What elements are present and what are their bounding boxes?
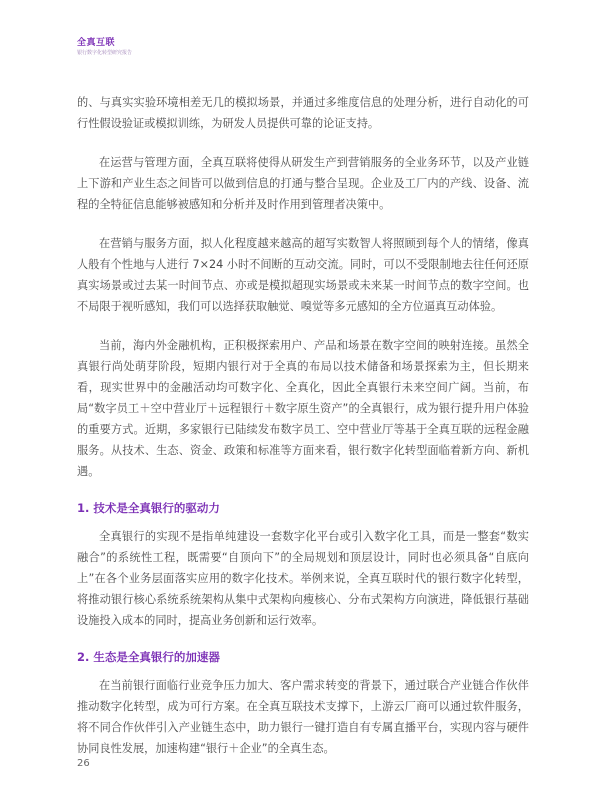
- paragraph-4: 当前，海内外金融机构，正积极探索用户、产品和场景在数字空间的映射连接。虽然全真银行尚处萌芽阶段，短期内银行对于全真的布局以技术储备和场景探索为主，但长期来看，现实世界中的金融活动均可数字化、全真化，因此全真银行未来空间广阔。当前，布局“数字员工＋空中营业厅＋远程银行＋数字原生资产”的全真银行，成为银行提升用户体验的重要方式。近期，多家银行已陆续发布数字员工、空中营业厅等基于全真互联的远程金融服务。从技术、生态、资金、政策和标准等方面来看，银行数字化转型面临着新方向、新机遇。: [77, 339, 529, 478]
- page-header: [77, 38, 132, 57]
- paragraph-6: 在当前银行面临行业竞争压力加大、客户需求转变的背景下，通过联合产业链合作伙伴推动数字化转型，成为可行方案。在全真互联技术支撑下，上游云厂商可以通过软件服务，将不同合作伙伴引入产业链生态中，助力银行一键打造自有专属直播平台，实现内容与硬件协同良性发展，加速构建“银行＋企业”的全真生态。: [77, 679, 529, 755]
- brand-logo-text: 全真互联: [77, 38, 116, 48]
- report-subtitle: 银行数字化转型研究报告: [77, 50, 133, 56]
- paragraph-2: 在运营与管理方面，全真互联将使得从研发生产到营销服务的全业务环节，以及产业链上下游和产业生态之间皆可以做到信息的打通与整合呈现。企业及工厂内的产线、设备、流程的全特征信息能够被感知和分析并及时作用到管理者决策中。: [77, 156, 529, 211]
- section-heading-2: 2. 生态是全真银行的加速器: [77, 650, 220, 664]
- main-content: [77, 92, 529, 777]
- paragraph-1: 的、与真实实验环境相差无几的模拟场景，并通过多维度信息的处理分析，进行自动化的可行性假设验证或模拟训练，为研发人员提供可靠的论证支持。: [77, 96, 529, 130]
- paragraph-3: 在营销与服务方面，拟人化程度越来越高的超写实数智人将照顾到每个人的情绪，像真人般有个性地与人进行 7×24 小时不间断的互动交流。同时，可以不受限制地去往任何还原真实场景或过去某一时间节点、亦或是模拟超现实场景或未来某一时间节点的数字空间。也不局限于视听感知，我们可以选择获取触觉、嗅觉等多元感知的全方位逼真互动体验。: [77, 237, 529, 313]
- paragraph-5: 全真银行的实现不是指单纯建设一套数字化平台或引入数字化工具，而是一整套“数实融合”的系统性工程，既需要“自顶向下”的全局规划和顶层设计，同时也必须具备“自底向上”在各个业务层面落实应用的数字化技术。举例来说，全真互联时代的银行数字化转型，将推动银行核心系统系统架构从集中式架构向瘦核心、分布式架构方向演进，降低银行基础设施投入成本的同时，提高业务创新和运行效率。: [77, 530, 529, 627]
- page-number: 26: [77, 758, 90, 769]
- section-heading-1: 1. 技术是全真银行的驱动力: [77, 501, 220, 515]
